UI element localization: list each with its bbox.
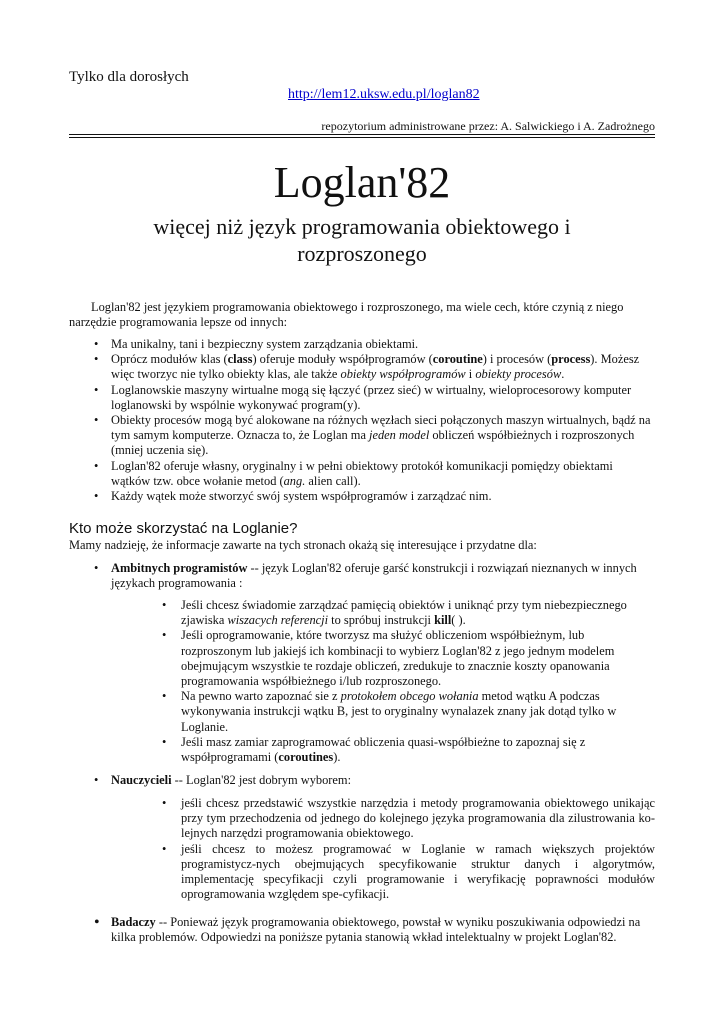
sub-text: Jeśli oprogramowanie, które tworzysz ma służyć obliczeniom współbieżnym, lub rozproszonym lub jakiejś ich kombinacji to wybierz Loglan'82 z jego jednym modelem obejmującym wszystkie te rozdaje obliczeń, zredukuje to znacznie koszty opanowania programowania współbieżnego i/lub rozproszonego. <box>181 628 615 689</box>
feature-item <box>69 459 655 489</box>
audience-label: Ambitnych programistów <box>111 561 248 575</box>
feature-text: Każdy wątek może stworzyć swój system współprogramów i zarządzać nim. <box>111 489 492 504</box>
feature-item <box>69 337 655 352</box>
sub-item <box>69 735 655 765</box>
ambitious-sublist <box>69 598 655 765</box>
keyword-process: process <box>551 352 591 367</box>
feature-text: obliczeń współbieżnych i rozproszonych (mniej uczenia się). <box>111 428 635 458</box>
emphasis-text: ang. <box>283 473 306 488</box>
feature-text: ) oferuje moduły współprogramów ( <box>252 352 433 367</box>
teachers-sublist <box>69 796 655 902</box>
emphasis-text: wiszacych referencji <box>227 613 329 628</box>
sub-text: ( ). <box>451 613 466 628</box>
section-intro: Mamy nadzieję, że informacje zawarte na tych stronach okażą się interesujące i przydatne dla: <box>69 538 537 552</box>
page-title: Loglan'82 <box>273 158 451 207</box>
sub-text: jeśli chcesz to możesz programować w Loglanie w ramach większych projektów programistycz-nych obejmujących specyfikowanie struktur danych i algorytmów, implementację specyfikacji czyli programowanie i weryfikację poprawności modułów oprogramowania względem spe-cyfikacji. <box>181 841 655 902</box>
feature-text: Obiekty procesów mogą być alokowane na różnych węzłach sieci połączonych maszyn wirtualnych, bądź na tym samym komputerze. Oznacza to, że Loglan ma <box>111 413 651 443</box>
feature-text: Loglan'82 oferuje własny, oryginalny i w pełni obiektowy protokół komunikacji pomiędzy obiektami wątków tzw. obce wołanie metod ( <box>111 458 613 488</box>
audience-text: -- język Loglan'82 oferuje garść konstrukcji i rozwiązań nieznanych w innych językach programowania : <box>111 561 637 591</box>
header-divider-second <box>69 137 655 138</box>
feature-text: Ma unikalny, tani i bezpieczny system zarządzania obiektami. <box>111 337 419 351</box>
feature-text: Oprócz modułów klas ( <box>111 352 228 367</box>
emphasis-text: jeden model <box>369 428 430 443</box>
audience-item <box>69 773 655 788</box>
feature-text: Loglanowskie maszyny wirtualne mogą się łączyć (przez sieć) w wirtualny, wieloprocesorowy komputer loglanowski by wspólnie wykonywać program(y). <box>111 382 632 412</box>
emphasis-text: protokołem obcego wołania <box>340 689 479 704</box>
feature-item <box>69 413 655 459</box>
subtitle-line-2: rozproszonego <box>297 241 427 266</box>
feature-text: . <box>561 367 565 382</box>
keyword-coroutine: coroutine <box>432 352 483 367</box>
audience-label: Badaczy <box>111 915 156 929</box>
sub-text: Jeśli masz zamiar zaprogramować obliczenia quasi-współbieżne to zapoznaj się z współprogramami ( <box>181 734 586 765</box>
feature-item <box>69 489 655 504</box>
emphasis-text: obiekty współprogramów <box>340 367 466 382</box>
feature-item <box>69 383 655 413</box>
audience-item <box>69 561 655 591</box>
loglan-link[interactable]: http://lem12.uksw.edu.pl/loglan82 <box>288 87 480 102</box>
audience-list-ambitious <box>69 561 655 591</box>
subtitle-line-1: więcej niż język programowania obiektowego i <box>153 214 571 239</box>
audience-item <box>69 915 655 945</box>
sub-text: jeśli chcesz przedstawić wszystkie narzędzia i metody programowania obiektowego unikając przy tym przechodzenia od jednego do kolejnego języka programowania dla zilustrowania ko-lejnych narzędzi programowania obiektowego. <box>181 796 655 841</box>
keyword-coroutines: coroutines <box>278 750 334 765</box>
audience-list-researchers <box>69 915 655 945</box>
feature-text: alien call). <box>305 473 361 488</box>
header-divider <box>69 134 655 135</box>
keyword-kill: kill <box>434 613 452 628</box>
sub-text: to spróbuj instrukcji <box>328 613 435 628</box>
top-note: Tylko dla dorosłych <box>69 69 189 85</box>
sub-item <box>69 796 655 842</box>
keyword-class: class <box>227 352 253 367</box>
sub-text: ). <box>333 750 341 765</box>
section-heading: Kto może skorzystać na Loglanie? <box>69 520 298 537</box>
audience-list-teachers <box>69 773 655 788</box>
sub-item <box>69 842 655 903</box>
feature-text: i <box>465 367 476 382</box>
feature-text: ) i procesów ( <box>482 352 552 367</box>
features-list <box>69 337 655 504</box>
emphasis-text: obiekty procesów <box>475 367 562 382</box>
sub-text: Jeśli chcesz świadomie zarządzać pamięcią obiektów i uniknąć przy tym niebezpiecznego zjawiska <box>181 598 627 628</box>
sub-item <box>69 628 655 689</box>
feature-item <box>69 352 655 382</box>
audience-text: -- Loglan'82 jest dobrym wyborem: <box>171 773 352 787</box>
sub-item <box>69 598 655 628</box>
sub-item <box>69 689 655 735</box>
audience-text: -- Ponieważ język programowania obiektowego, powstał w wyniku poszukiwania odpowiedzi na kilka problemów. Odpowiedzi na poniższe pytania stanowią wkład intelektualny w projekt Loglan'82. <box>111 915 641 945</box>
feature-text: ). Możesz więc tworzyc nie tylko obiekty klas, ale także <box>111 352 640 382</box>
intro-paragraph: Loglan'82 jest językiem programowania obiektowego i rozproszonego, ma wiele cech, które czynią z niego narzędzie programowania lepsze od innych: <box>69 300 624 330</box>
audience-label: Nauczycieli <box>111 773 172 787</box>
sub-text: Na pewno warto zapoznać sie z <box>181 689 341 704</box>
sub-text: metod wątku A podczas wykonywania instrukcji wątku B, jest to oryginalny wynalazek znany jak dotąd tylko w Loglanie. <box>181 689 617 734</box>
page-subtitle <box>69 213 655 267</box>
repository-note: repozytorium administrowane przez: A. Salwickiego i A. Zadrożnego <box>321 119 655 133</box>
